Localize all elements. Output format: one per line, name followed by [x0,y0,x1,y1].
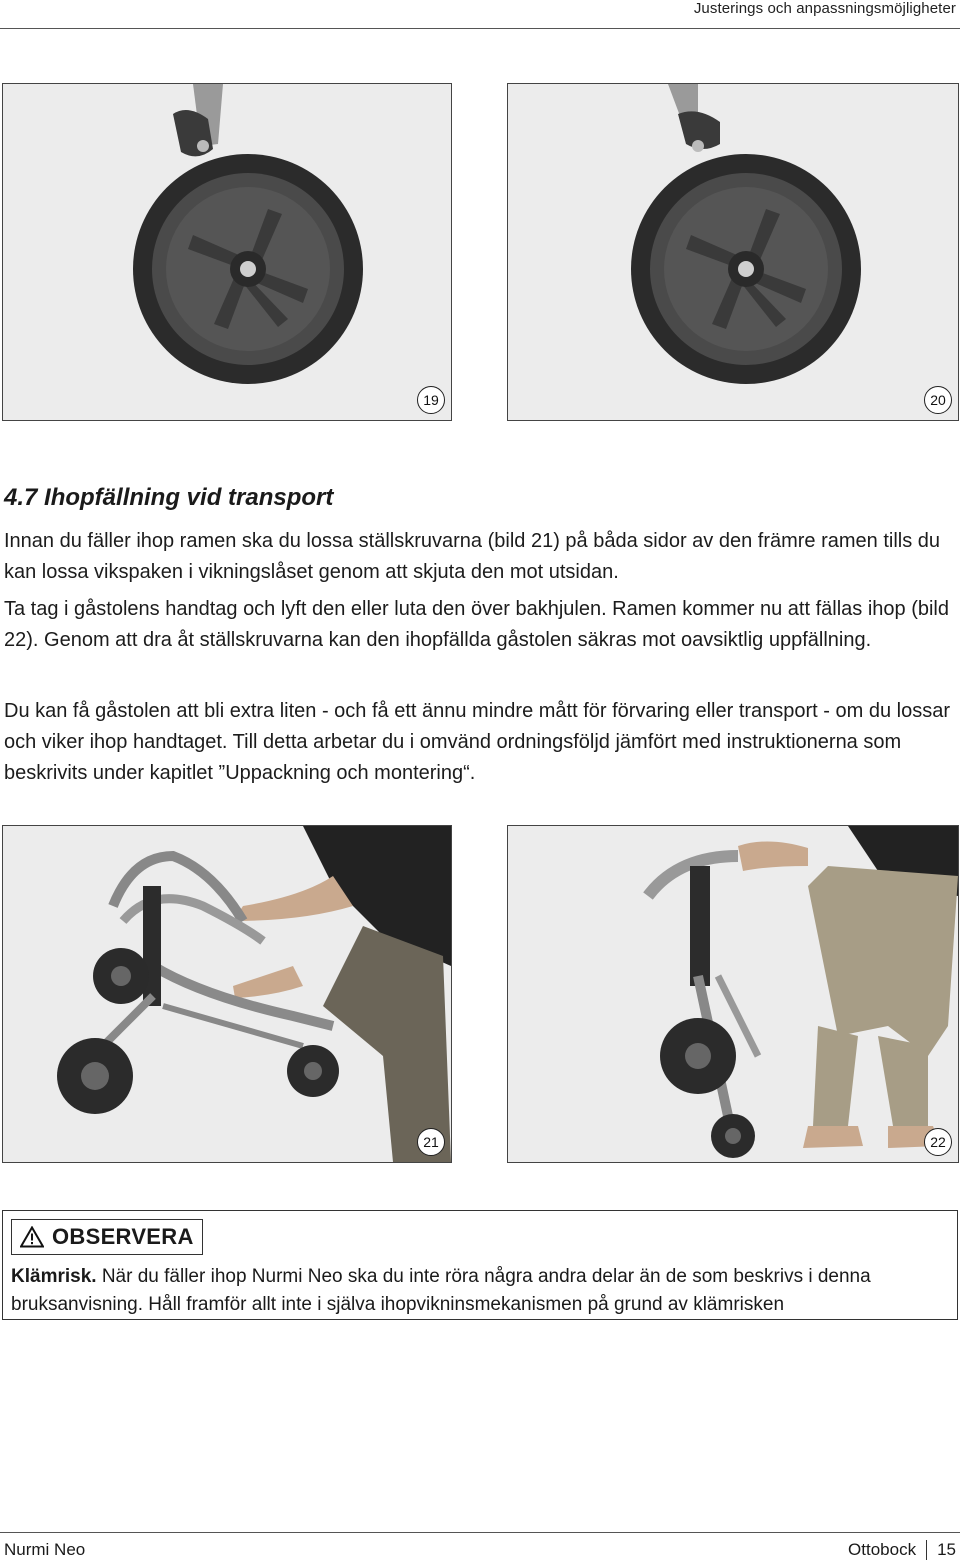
folded-walker-illustration [508,826,958,1162]
wheel-illustration [508,84,958,420]
paragraph-1: Innan du fäller ihop ramen ska du lossa ställskruvarna (bild 21) på båda sidor av den främre ramen tills du kan lossa vikspaken i vikningslåset genom att skjuta den mot utsidan. [4,530,941,583]
paragraph-3: Du kan få gåstolen att bli extra liten - och få ett ännu mindre mått för förvaring eller transport - om du lossar och viker ihop handtaget. Till detta arbetar du i omvänd ordningsföljd jämfört med instruktionerna som beskrivits under kapitlet ”Uppackning och montering“. [4,700,951,784]
figure-number-20: 20 [924,386,952,414]
page-number: 15 [937,1540,956,1559]
running-header: Justerings och anpassningsmöjligheter [693,0,956,17]
warning-label [11,1219,203,1255]
paragraph-2: Ta tag i gåstolens handtag och lyft den eller luta den över bakhjulen. Ramen kommer nu att fällas ihop (bild 22). Genom att dra åt ställskruvarna kan den ihopfällda gåstolen säkras mot oavsiktlig uppfällning. [4,598,949,651]
figure-20-photo [507,83,959,421]
section-title: 4.7 Ihopfällning vid transport [4,484,334,511]
figure-19-photo [2,83,452,421]
figure-number-21: 21 [417,1128,445,1156]
warning-box [2,1210,958,1320]
warning-text [11,1263,951,1319]
footer-brand: Ottobock [848,1540,917,1559]
footer-product: Nurmi Neo [4,1540,86,1559]
footer-separator [926,1540,927,1560]
warning-triangle-icon [20,1226,44,1248]
warning-label-text: OBSERVERA [52,1224,194,1249]
header-divider [0,28,960,29]
wheel-illustration [3,84,451,420]
warning-body: När du fäller ihop Nurmi Neo ska du inte röra några andra delar än de som beskrivs i denna bruksanvisning. Håll framför allt inte i själva ihopvikninsmekanismen på grund av klämrisken [11,1266,871,1315]
figure-number-19: 19 [417,386,445,414]
warning-lead: Klämrisk. [11,1266,97,1287]
footer-right [848,1540,956,1560]
footer-divider [0,1532,960,1533]
folding-walker-illustration [3,826,451,1162]
figure-number-22: 22 [924,1128,952,1156]
figure-21-photo [2,825,452,1163]
figure-22-photo [507,825,959,1163]
